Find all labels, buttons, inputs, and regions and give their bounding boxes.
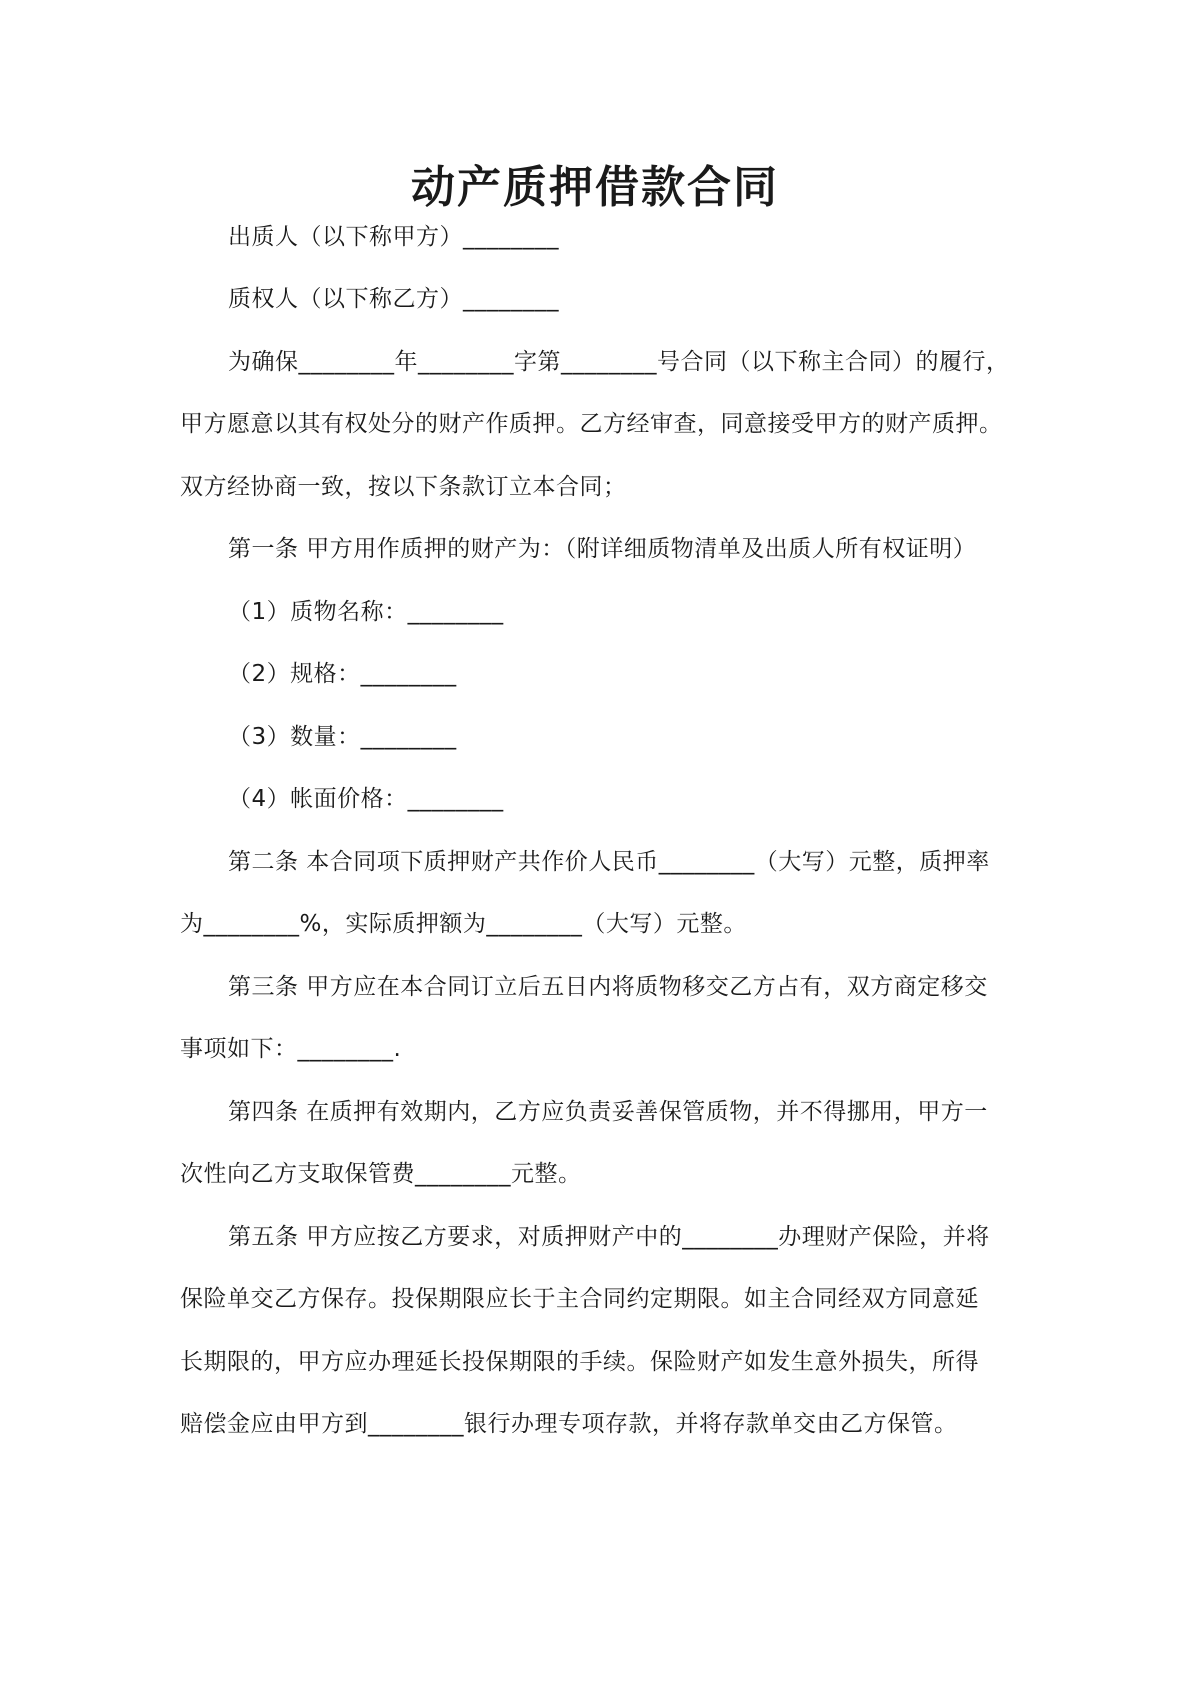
article-1-item-3: （3）数量：________ — [228, 724, 457, 750]
article-1-item-4: （4）帐面价格：________ — [228, 786, 504, 812]
article-2-line-2: 为________%，实际质押额为________（大写）元整。 — [180, 911, 747, 937]
document-title: 动产质押借款合同 — [411, 162, 779, 213]
article-5-line-4: 赔偿金应由甲方到________银行办理专项存款，并将存款单交由乙方保管。 — [180, 1411, 958, 1437]
article-1-item-1: （1）质物名称：________ — [228, 599, 504, 625]
article-5-line-1: 第五条 甲方应按乙方要求，对质押财产中的________办理财产保险，并将 — [228, 1224, 990, 1250]
article-4-line-1: 第四条 在质押有效期内，乙方应负责妥善保管质物，并不得挪用，甲方一 — [228, 1099, 988, 1125]
article-3-line-1: 第三条 甲方应在本合同订立后五日内将质物移交乙方占有，双方商定移交 — [228, 974, 988, 1000]
article-4-line-2: 次性向乙方支取保管费________元整。 — [180, 1161, 582, 1187]
article-3-line-2: 事项如下：________. — [180, 1036, 402, 1062]
pledgor-line: 出质人（以下称甲方）________ — [228, 224, 559, 250]
preamble-line-1: 为确保________年________字第________号合同（以下称主合同）的履行， — [228, 349, 1010, 375]
article-5-line-2: 保险单交乙方保存。投保期限应长于主合同约定期限。如主合同经双方同意延 — [180, 1286, 979, 1312]
article-2-line-1: 第二条 本合同项下质押财产共作价人民币________（大写）元整，质押率 — [228, 849, 990, 875]
preamble-line-2: 甲方愿意以其有权处分的财产作质押。乙方经审查，同意接受甲方的财产质押。 — [180, 411, 1003, 437]
article-5-line-3: 长期限的，甲方应办理延长投保期限的手续。保险财产如发生意外损失，所得 — [180, 1349, 979, 1375]
preamble-line-3: 双方经协商一致，按以下条款订立本合同； — [180, 474, 627, 500]
pledgee-line: 质权人（以下称乙方）________ — [228, 286, 559, 312]
article-1-item-2: （2）规格：________ — [228, 661, 457, 687]
article-1-heading: 第一条 甲方用作质押的财产为：（附详细质物清单及出质人所有权证明） — [228, 536, 977, 562]
